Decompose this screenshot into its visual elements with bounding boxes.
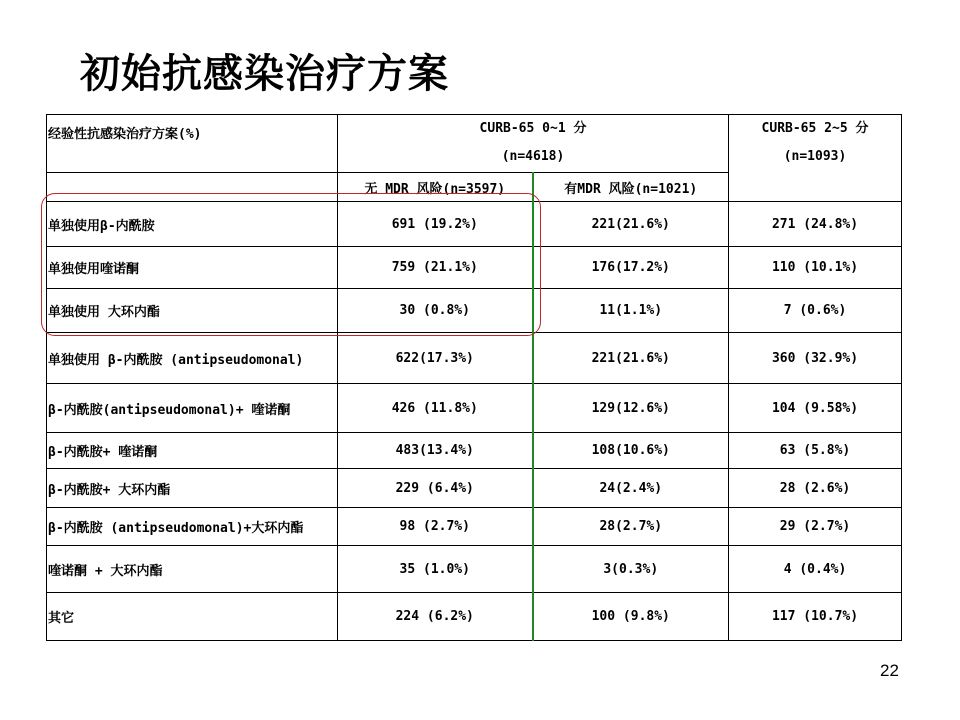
page-number: 22 [880,661,899,680]
curb65-high-cell: 117 (10.7%) [729,593,902,641]
regimen-label-cell: β-内酰胺+ 喹诺酮 [47,433,338,469]
header-group1-title: CURB-65 0~1 分 [479,121,587,136]
no-mdr-cell: 224 (6.2%) [338,593,533,641]
no-mdr-cell: 426 (11.8%) [338,384,533,433]
header-group1-count: (n=4618) [501,149,565,164]
curb65-high-cell: 271 (24.8%) [729,202,902,247]
curb65-high-cell: 104 (9.58%) [729,384,902,433]
mdr-cell: 221(21.6%) [533,202,729,247]
no-mdr-cell: 691 (19.2%) [338,202,533,247]
regimen-label-cell: β-内酰胺+ 大环内酯 [47,469,338,508]
subheader-empty [47,173,338,202]
regimen-label-cell: 单独使用喹诺酮 [47,247,338,289]
mdr-cell: 100 (9.8%) [533,593,729,641]
no-mdr-cell: 35 (1.0%) [338,546,533,593]
mdr-cell: 129(12.6%) [533,384,729,433]
table-row [47,247,902,289]
subheader-no-mdr: 无 MDR 风险(n=3597) [338,173,533,202]
mdr-cell: 221(21.6%) [533,333,729,384]
regimen-label-cell: 单独使用 大环内酯 [47,289,338,333]
regimen-label-cell: 喹诺酮 + 大环内酯 [47,546,338,593]
table-row [47,333,902,384]
table-body [47,202,902,641]
regimen-label-cell: 单独使用 β-内酰胺 (antipseudomonal) [47,333,338,384]
header-group2-count: (n=1093) [783,149,847,164]
regimen-label-cell: 单独使用β-内酰胺 [47,202,338,247]
header-group-curb65-low [338,115,729,173]
curb65-high-cell: 360 (32.9%) [729,333,902,384]
curb65-high-cell: 29 (2.7%) [729,508,902,546]
no-mdr-cell: 622(17.3%) [338,333,533,384]
slide-title: 初始抗感染治疗方案 [80,51,449,97]
curb65-high-cell: 7 (0.6%) [729,289,902,333]
mdr-cell: 28(2.7%) [533,508,729,546]
table-row [47,289,902,333]
no-mdr-cell: 30 (0.8%) [338,289,533,333]
no-mdr-cell: 229 (6.4%) [338,469,533,508]
regimen-label-cell: 其它 [47,593,338,641]
curb65-high-cell: 4 (0.4%) [729,546,902,593]
no-mdr-cell: 483(13.4%) [338,433,533,469]
mdr-cell: 108(10.6%) [533,433,729,469]
no-mdr-cell: 759 (21.1%) [338,247,533,289]
regimen-label-cell: β-内酰胺 (antipseudomonal)+大环内酯 [47,508,338,546]
curb65-high-cell: 63 (5.8%) [729,433,902,469]
curb65-high-cell: 28 (2.6%) [729,469,902,508]
table-row [47,469,902,508]
mdr-cell: 3(0.3%) [533,546,729,593]
header-group-curb65-high [729,115,902,202]
mdr-cell: 11(1.1%) [533,289,729,333]
table-row [47,384,902,433]
table-row [47,593,902,641]
table-row [47,508,902,546]
mdr-cell: 24(2.4%) [533,469,729,508]
subheader-mdr: 有MDR 风险(n=1021) [533,173,729,202]
table-header-row [47,115,902,173]
regimen-label-cell: β-内酰胺(antipseudomonal)+ 喹诺酮 [47,384,338,433]
table-row [47,433,902,469]
table-row [47,202,902,247]
header-regimen: 经验性抗感染治疗方案(%) [47,115,338,173]
table-row [47,546,902,593]
mdr-cell: 176(17.2%) [533,247,729,289]
no-mdr-cell: 98 (2.7%) [338,508,533,546]
curb65-high-cell: 110 (10.1%) [729,247,902,289]
header-group2-title: CURB-65 2~5 分 [761,121,869,136]
regimen-table [46,114,902,641]
